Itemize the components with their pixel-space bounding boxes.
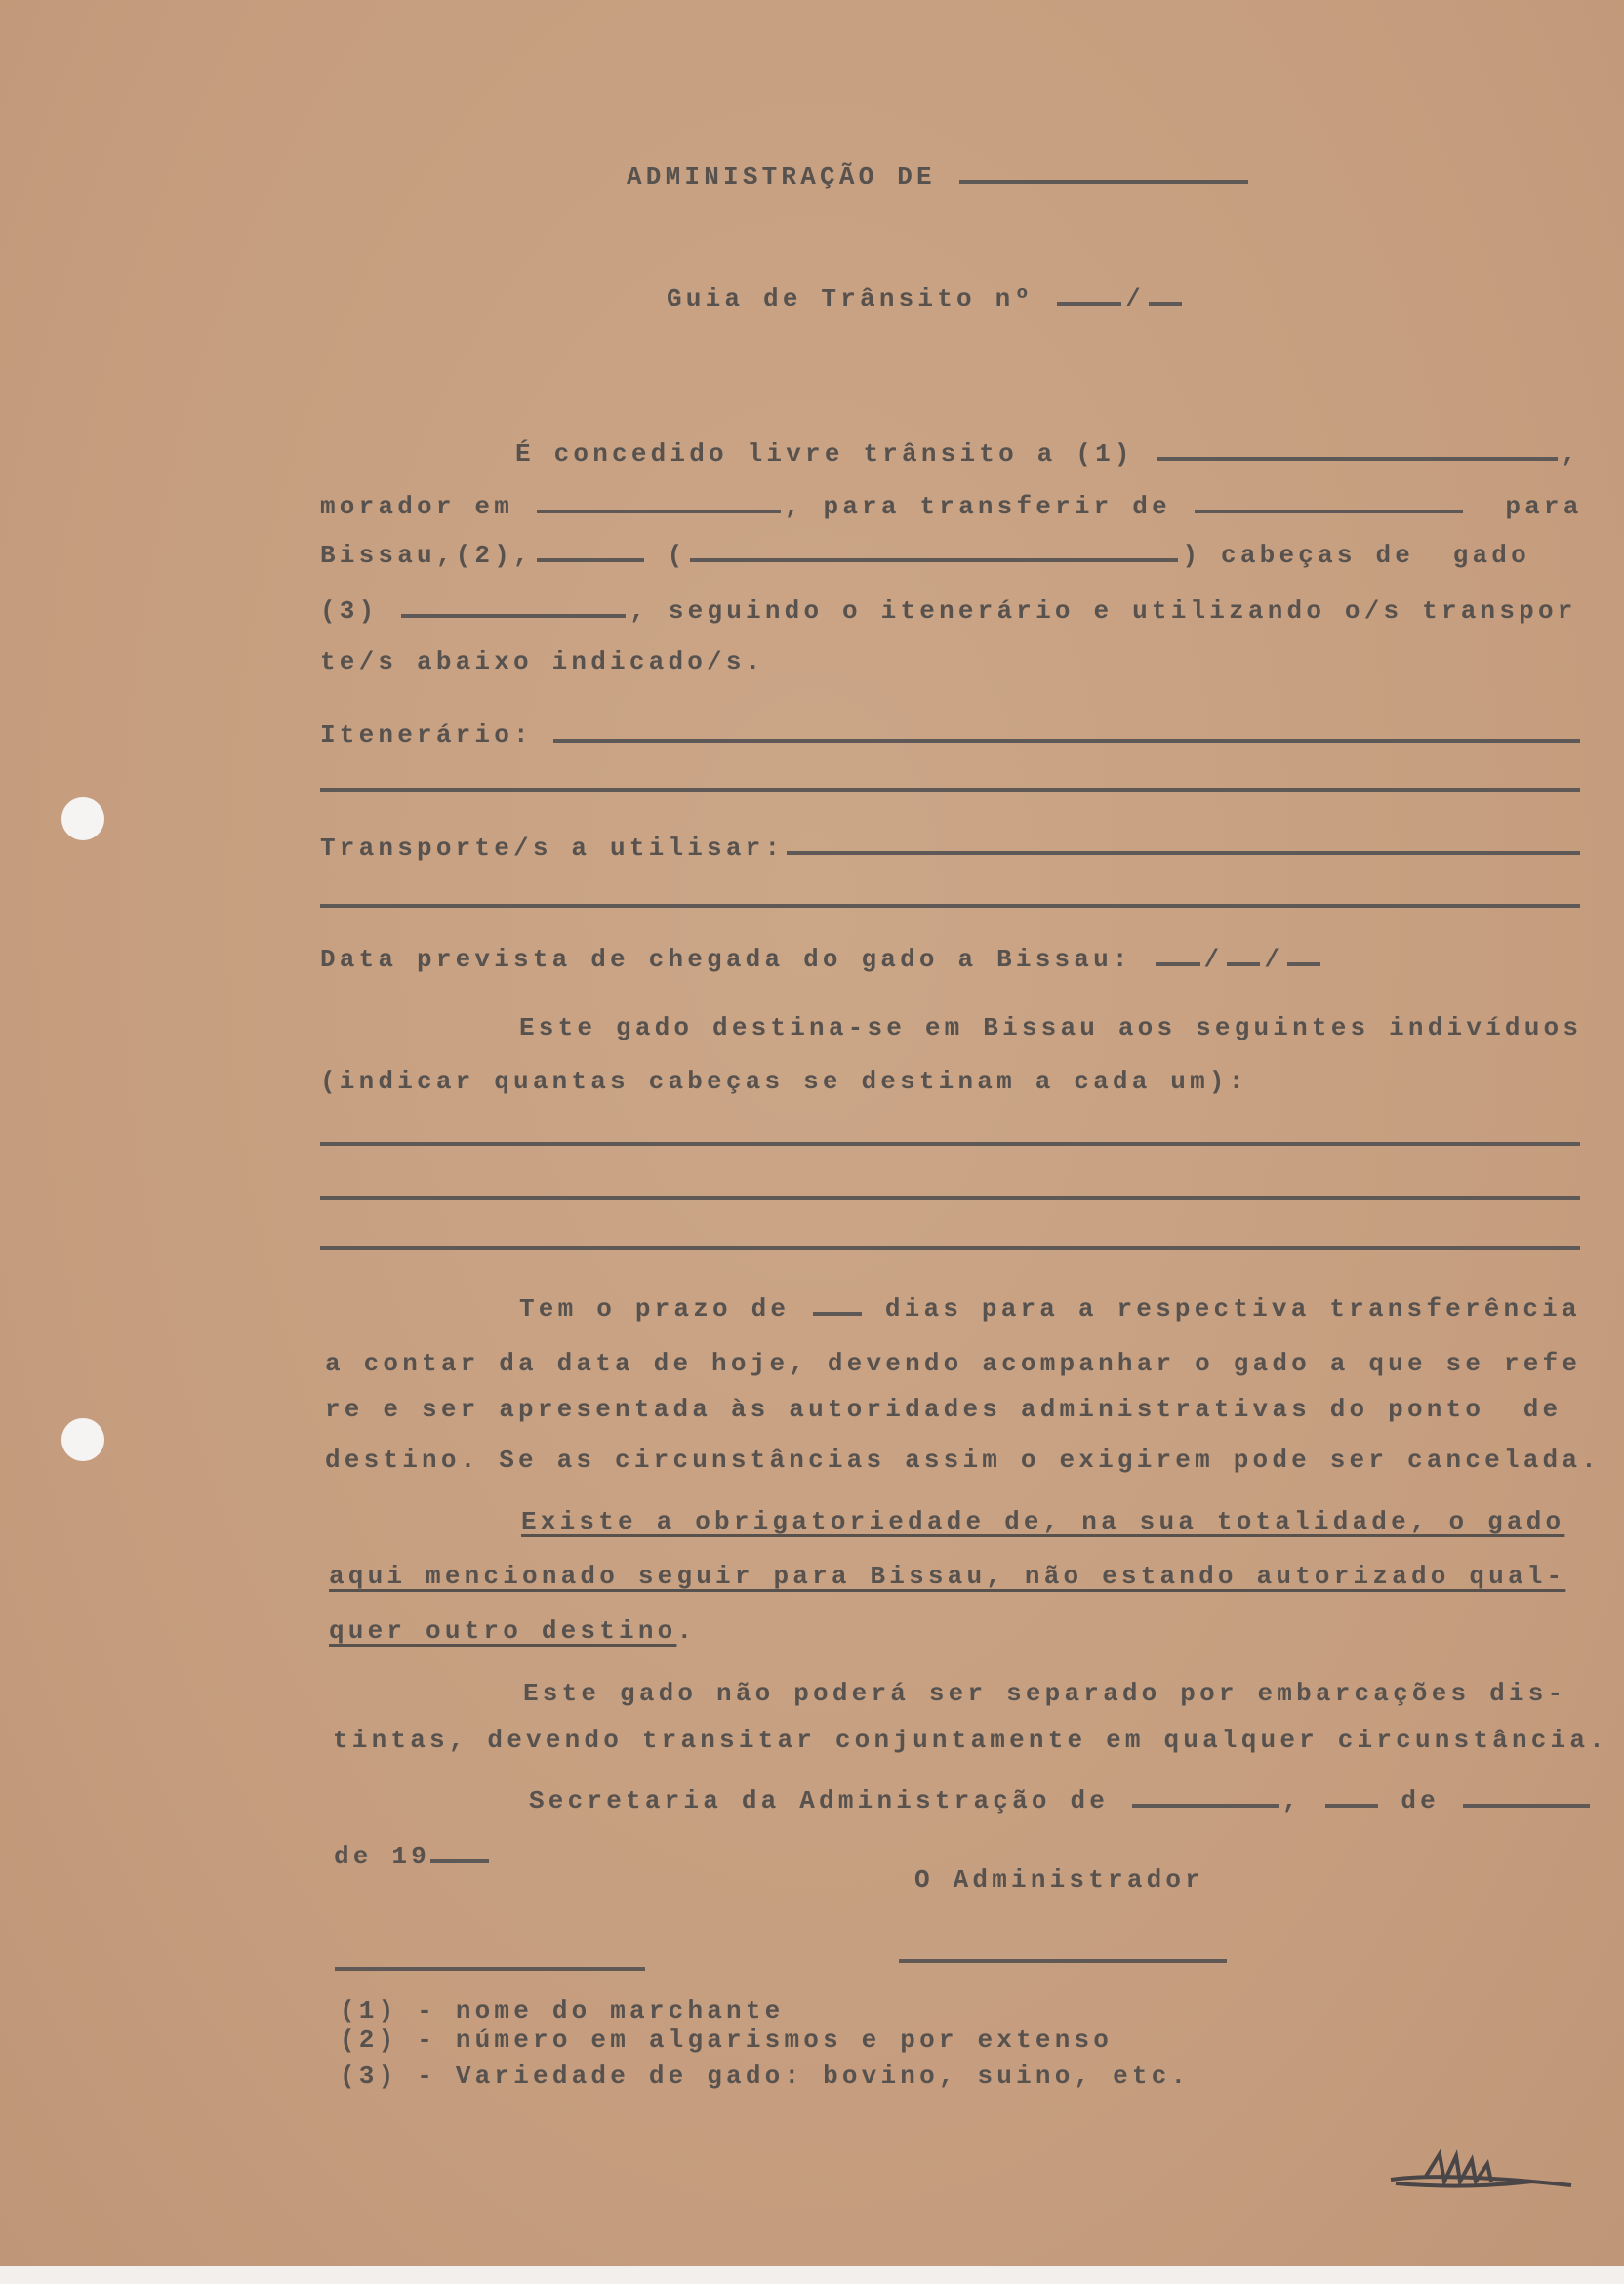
dealer-signature-line[interactable] bbox=[335, 1967, 645, 1971]
scan-border bbox=[0, 2266, 1624, 2284]
text: . bbox=[676, 1616, 697, 1646]
para2-line1: Este gado destina-se em Bissau aos seguintes indivíduos bbox=[519, 1013, 1583, 1042]
transport-field-2[interactable] bbox=[320, 904, 1580, 908]
itinerary-field[interactable] bbox=[553, 739, 1580, 743]
para4-line3 bbox=[329, 1615, 696, 1647]
recipients-field-3[interactable] bbox=[320, 1246, 1580, 1250]
separator: / bbox=[1264, 945, 1284, 974]
para5-line2: tintas, devendo transitar conjuntamente em qualquer circunstância. bbox=[333, 1726, 1608, 1755]
origin-field[interactable] bbox=[1195, 488, 1463, 513]
administration-field[interactable] bbox=[959, 158, 1248, 184]
guia-number-field[interactable] bbox=[1057, 280, 1121, 306]
para1-line2 bbox=[320, 488, 1583, 522]
para2-line2: (indicar quantas cabeças se destinam a cada um): bbox=[320, 1067, 1248, 1096]
livestock-type-field[interactable] bbox=[401, 592, 626, 618]
text: ) cabeças de gado bbox=[1182, 541, 1530, 570]
arrival-day-field[interactable] bbox=[1156, 941, 1200, 966]
arrival-month-field[interactable] bbox=[1227, 941, 1260, 966]
footnote-3: (3) - Variedade de gado: bovino, suino, etc. bbox=[340, 2061, 1191, 2091]
text: , para transferir de bbox=[784, 492, 1171, 521]
text: Secretaria da Administração de bbox=[529, 1786, 1110, 1815]
itinerary-label: Itenerário: bbox=[320, 720, 533, 750]
text: , bbox=[1561, 439, 1581, 469]
dealer-name-field[interactable] bbox=[1157, 435, 1558, 461]
residence-field[interactable] bbox=[537, 488, 781, 513]
text: dias para a respectiva transferência bbox=[884, 1294, 1581, 1324]
text: ( bbox=[667, 541, 687, 570]
transport-label: Transporte/s a utilisar: bbox=[320, 834, 785, 863]
separator: / bbox=[1203, 945, 1224, 974]
arrival-year-field[interactable] bbox=[1287, 941, 1320, 966]
year-field[interactable] bbox=[430, 1838, 489, 1863]
punch-hole bbox=[61, 1418, 104, 1461]
text: , bbox=[1281, 1786, 1302, 1815]
head-count-words-field[interactable] bbox=[690, 537, 1178, 562]
head-count-field[interactable] bbox=[537, 537, 644, 562]
footnote-2: (2) - número em algarismos e por extenso bbox=[340, 2025, 1114, 2055]
para3-line4: destino. Se as circunstâncias assim o exigirem pode ser cancelada. bbox=[325, 1446, 1601, 1475]
text: para bbox=[1505, 492, 1583, 521]
text: quer outro destino bbox=[329, 1616, 677, 1646]
recipients-field-1[interactable] bbox=[320, 1142, 1580, 1146]
para3-line2: a contar da data de hoje, devendo acompanhar o gado a que se refe bbox=[325, 1349, 1582, 1378]
para4-line1: Existe a obrigatoriedade de, na sua totalidade, o gado bbox=[521, 1507, 1565, 1536]
separator: / bbox=[1125, 284, 1145, 313]
text: É concedido livre trânsito a (1) bbox=[515, 439, 1134, 469]
transport-field[interactable] bbox=[787, 851, 1580, 855]
text: Tem o prazo de bbox=[519, 1294, 791, 1324]
guia-label: Guia de Trânsito nº bbox=[667, 284, 1035, 313]
para3-line1 bbox=[519, 1290, 1581, 1325]
text: , seguindo o itenerário e utilizando o/s transpor bbox=[629, 596, 1577, 626]
text: Bissau,(2), bbox=[320, 541, 533, 570]
title-text: ADMINISTRAÇÃO DE bbox=[627, 162, 936, 191]
recipients-field-2[interactable] bbox=[320, 1196, 1580, 1200]
arrival-date bbox=[320, 941, 1324, 975]
para1-line3 bbox=[320, 537, 1530, 571]
para3-line3: re e ser apresentada às autoridades administrativas do ponto de bbox=[325, 1395, 1563, 1424]
text: de 19 bbox=[334, 1842, 431, 1871]
day-field[interactable] bbox=[1325, 1782, 1378, 1808]
text: morador em bbox=[320, 492, 514, 521]
footnote-1: (1) - nome do marchante bbox=[340, 1996, 785, 2025]
administrator-label: O Administrador bbox=[914, 1865, 1205, 1895]
itinerary-field-2[interactable] bbox=[320, 788, 1580, 792]
secretaria-line bbox=[529, 1782, 1594, 1816]
para5-line1: Este gado não poderá ser separado por embarcações dis- bbox=[523, 1679, 1567, 1708]
guia-year-field[interactable] bbox=[1149, 280, 1182, 306]
text: (3) bbox=[320, 596, 379, 626]
header-title bbox=[627, 158, 1252, 192]
year-line bbox=[334, 1838, 493, 1872]
para4-line2: aqui mencionado seguir para Bissau, não estando autorizado qual- bbox=[329, 1562, 1566, 1591]
place-field[interactable] bbox=[1132, 1782, 1279, 1808]
days-field[interactable] bbox=[813, 1290, 862, 1316]
month-field[interactable] bbox=[1463, 1782, 1590, 1808]
handwritten-signature bbox=[1386, 2142, 1581, 2201]
guia-number bbox=[667, 280, 1186, 314]
text: de bbox=[1401, 1786, 1440, 1815]
para1-line5: te/s abaixo indicado/s. bbox=[320, 647, 765, 676]
arrival-label: Data prevista de chegada do gado a Bissau: bbox=[320, 945, 1132, 974]
administrator-signature-line[interactable] bbox=[899, 1959, 1227, 1963]
para1-line4 bbox=[320, 592, 1577, 627]
punch-hole bbox=[61, 797, 104, 840]
para1-line1 bbox=[515, 435, 1580, 469]
